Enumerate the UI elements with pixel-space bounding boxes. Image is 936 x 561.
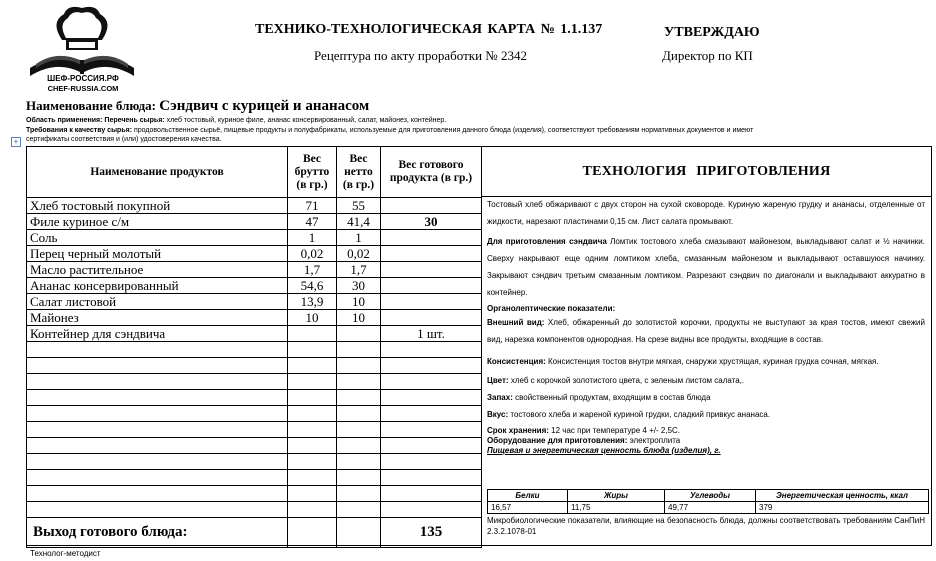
ingredient-gross <box>288 454 337 470</box>
area-label: Область применения: <box>26 117 103 124</box>
ingredient-net <box>337 390 381 406</box>
quality-text-1: продовольственное сырьё, пищевые продукты и полуфабрикаты, используемые для приготовления данного блюда (изделия), соответствуют требованиям нормативных документов и имеют <box>132 127 754 134</box>
taste-paragraph <box>487 406 925 423</box>
ingredient-ready <box>381 278 482 294</box>
dish-line <box>26 97 369 115</box>
ingredient-ready <box>381 454 482 470</box>
ingredient-ready <box>381 374 482 390</box>
smell-text: свойственный продуктам, входящим в состав блюда <box>512 393 711 402</box>
recipe-reference: Рецептура по акту проработки № 2342 <box>314 48 527 63</box>
appearance-text: Хлеб, обжаренный до золотистой корочки, продукты не выступают за края тостов, имеют свежий вид, нарезка компонентов однородная. На срезе видны все продукты, входящие в состав. <box>487 318 925 344</box>
ingredient-gross <box>288 422 337 438</box>
ingredient-gross <box>288 390 337 406</box>
quality-label: Требования к качеству сырья: <box>26 127 133 134</box>
ingredient-net: 0,02 <box>337 246 381 262</box>
ingredient-gross <box>288 438 337 454</box>
ingredient-ready <box>381 406 482 422</box>
ingredient-name: Филе куриное с/м <box>27 214 288 230</box>
nutrition-header-energy: Энергетическая ценность, ккал <box>756 490 929 502</box>
ingredient-gross: 54,6 <box>288 278 337 294</box>
quality-requirements <box>26 127 753 135</box>
ingredient-name: Салат листовой <box>27 294 288 310</box>
nutrition-values-row <box>488 502 929 514</box>
nutrition-header-fat: Жиры <box>568 490 665 502</box>
ingredient-net <box>337 406 381 422</box>
output-net-cell <box>337 518 381 548</box>
table-move-handle-icon[interactable]: + <box>11 137 21 147</box>
ingredient-name <box>27 502 288 518</box>
ingredient-net: 30 <box>337 278 381 294</box>
nutrition-value-fat: 11,75 <box>568 502 665 514</box>
smell-label: Запах: <box>487 393 513 402</box>
technology-text <box>487 196 925 456</box>
ingredient-ready <box>381 358 482 374</box>
ingredient-row <box>27 310 482 326</box>
ingredient-ready: 30 <box>381 214 482 230</box>
header-net-weight: Вес нетто (в гр.) <box>337 147 381 198</box>
ingredient-row <box>27 278 482 294</box>
output-value: 135 <box>381 518 482 548</box>
ingredient-net: 10 <box>337 310 381 326</box>
ingredient-name <box>27 342 288 358</box>
nutrition-header-carbs: Углеводы <box>665 490 756 502</box>
storage-text: 12 час при температуре 4 +/- 2,5С. <box>548 426 680 435</box>
color-paragraph <box>487 372 925 389</box>
appearance-label: Внешний вид: <box>487 318 545 327</box>
document-title: ТЕХНИКО-ТЕХНОЛОГИЧЕСКАЯ КАРТА № 1.1.137 <box>255 22 603 37</box>
equipment-text: электроплита <box>627 436 681 445</box>
ingredient-name <box>27 406 288 422</box>
ingredient-name: Соль <box>27 230 288 246</box>
ingredient-ready <box>381 486 482 502</box>
dish-label: Наименование блюда: <box>26 98 160 113</box>
ingredient-ready <box>381 422 482 438</box>
ingredient-net: 41,4 <box>337 214 381 230</box>
dish-name: Сэндвич с курицей и ананасом <box>159 98 370 114</box>
ingredient-net: 55 <box>337 198 381 214</box>
header-ready-weight: Вес готового продукта (в гр.) <box>381 147 482 198</box>
ingredient-net: 1 <box>337 230 381 246</box>
ingredient-gross <box>288 326 337 342</box>
logo-text-ru: ШЕФ-РОССИЯ.РФ <box>47 74 119 83</box>
ingredient-name <box>27 422 288 438</box>
ingredient-name <box>27 486 288 502</box>
ingredient-ready <box>381 230 482 246</box>
ingredient-net <box>337 342 381 358</box>
ingredients-header-row <box>27 147 482 198</box>
ingredient-name: Майонез <box>27 310 288 326</box>
application-area <box>26 117 446 125</box>
equipment-paragraph <box>487 436 925 446</box>
ingredient-net <box>337 438 381 454</box>
ingredient-net: 1,7 <box>337 262 381 278</box>
nutrition-table <box>487 489 929 514</box>
empty-row <box>27 422 482 438</box>
ingredient-net <box>337 358 381 374</box>
header-gross-weight: Вес брутто (в гр.) <box>288 147 337 198</box>
empty-row <box>27 438 482 454</box>
nutrition-title: Пищевая и энергетическая ценность блюда (изделия), г. <box>487 446 721 455</box>
technology-main: Тостовый хлеб обжаривают с двух сторон на сухой сковороде. Куриную жареную грудку и ананасы, отделенные от жидкости, нарезают пластинами 0,15 см. Лист салата промывают. <box>487 200 925 226</box>
ingredient-name <box>27 374 288 390</box>
assembly-paragraph <box>487 233 925 301</box>
ingredient-name: Хлеб тостовый покупной <box>27 198 288 214</box>
ingredient-row <box>27 198 482 214</box>
nutrition-header-row <box>488 490 929 502</box>
empty-row <box>27 358 482 374</box>
consistency-label: Консистенция: <box>487 357 546 366</box>
ingredient-gross <box>288 342 337 358</box>
microbiological-note: Микробиологические показатели, влияющие на безопасность блюда, должны соответствовать требованиям СанПиН 2.3.2.1078-01 <box>487 516 925 536</box>
color-label: Цвет: <box>487 376 509 385</box>
color-text: хлеб с корочкой золотистого цвета, с зеленым листом салата,. <box>508 376 745 385</box>
ingredient-name: Масло растительное <box>27 262 288 278</box>
ingredient-name: Ананас консервированный <box>27 278 288 294</box>
taste-text: тостового хлеба и жареной куриной грудки, сладкий привкус ананаса. <box>508 410 771 419</box>
ingredient-row <box>27 214 482 230</box>
ingredient-net <box>337 374 381 390</box>
ingredient-ready <box>381 198 482 214</box>
empty-row <box>27 374 482 390</box>
empty-row <box>27 342 482 358</box>
director-label: Директор по КП <box>662 48 753 63</box>
output-label: Выход готового блюда: <box>27 518 288 548</box>
ingredient-gross: 1,7 <box>288 262 337 278</box>
ingredient-gross: 10 <box>288 310 337 326</box>
ingredient-row <box>27 294 482 310</box>
assembly-text: Ломтик тостового хлеба смазывают майонезом, выкладывают салат и ½ начинки. Сверху накрывают еще одним ломтиком хлеба, смазанным майонезом и выкладывают оставшуюся начинку. Закрывают сэндвич третьим смазанным ломтиком. Разрезают сэндвич по диагонали и выкладывают аккуратно в контейнер. <box>487 237 925 297</box>
ingredient-name <box>27 358 288 374</box>
smell-paragraph <box>487 389 925 406</box>
ingredient-net <box>337 326 381 342</box>
nutrition-value-protein: 16,57 <box>488 502 568 514</box>
ingredient-net <box>337 422 381 438</box>
taste-label: Вкус: <box>487 410 509 419</box>
ingredients-table <box>26 146 482 548</box>
ingredient-gross: 47 <box>288 214 337 230</box>
ingredient-net <box>337 454 381 470</box>
equipment-label: Оборудование для приготовления: <box>487 436 628 445</box>
ingredient-ready: 1 шт. <box>381 326 482 342</box>
raw-materials-text: хлеб тостовый, куриное филе, ананас консервированный, салат, майонез, контейнер. <box>164 117 447 124</box>
ingredient-gross: 1 <box>288 230 337 246</box>
ingredient-ready <box>381 342 482 358</box>
ingredient-name: Перец черный молотый <box>27 246 288 262</box>
empty-row <box>27 390 482 406</box>
approve-label: УТВЕРЖДАЮ <box>664 25 760 40</box>
ingredient-gross <box>288 358 337 374</box>
appearance-paragraph <box>487 314 925 348</box>
ingredient-name: Контейнер для сэндвича <box>27 326 288 342</box>
ingredient-gross <box>288 374 337 390</box>
technology-title: ТЕХНОЛОГИЯ ПРИГОТОВЛЕНИЯ <box>481 146 932 197</box>
ingredient-gross <box>288 486 337 502</box>
ingredient-gross: 0,02 <box>288 246 337 262</box>
technologist-label: Технолог-методист <box>30 549 101 558</box>
empty-row <box>27 486 482 502</box>
ingredient-net <box>337 502 381 518</box>
ingredient-gross <box>288 470 337 486</box>
consistency-paragraph <box>487 353 925 370</box>
ingredient-name <box>27 454 288 470</box>
storage-label: Срок хранения: <box>487 426 549 435</box>
header-product-name: Наименование продуктов <box>27 147 288 198</box>
ingredient-ready <box>381 470 482 486</box>
ingredient-net: 10 <box>337 294 381 310</box>
assembly-label: Для приготовления сэндвича <box>487 237 607 246</box>
output-row <box>27 518 482 548</box>
ingredient-name <box>27 470 288 486</box>
empty-row <box>27 454 482 470</box>
ingredient-row <box>27 262 482 278</box>
empty-row <box>27 406 482 422</box>
organoleptic-label: Органолептические показатели: <box>487 304 616 313</box>
empty-row <box>27 502 482 518</box>
ingredient-gross <box>288 502 337 518</box>
empty-row <box>27 470 482 486</box>
ingredient-row <box>27 246 482 262</box>
output-gross-cell <box>288 518 337 548</box>
consistency-text: Консистенция тостов внутри мягкая, снаружи хрустящая, куриная грудка сочная, мягкая. <box>545 357 879 366</box>
ingredient-ready <box>381 310 482 326</box>
ingredient-net <box>337 470 381 486</box>
nutrition-value-energy: 379 <box>756 502 929 514</box>
ingredient-net <box>337 486 381 502</box>
ingredient-name <box>27 390 288 406</box>
ingredient-gross: 71 <box>288 198 337 214</box>
logo-text-com: CHEF-RUSSIA.COM <box>47 84 119 93</box>
ingredient-ready <box>381 294 482 310</box>
ingredient-ready <box>381 262 482 278</box>
ingredient-name <box>27 438 288 454</box>
quality-text-2: сертификаты соответствия и (или) удостоверения качества. <box>26 136 222 143</box>
ingredient-gross <box>288 406 337 422</box>
ingredient-ready <box>381 502 482 518</box>
storage-paragraph <box>487 426 925 436</box>
raw-materials-label: Перечень сырья: <box>104 117 165 124</box>
ingredient-ready <box>381 390 482 406</box>
nutrition-value-carbs: 49,77 <box>665 502 756 514</box>
ingredient-row <box>27 230 482 246</box>
ingredient-ready <box>381 246 482 262</box>
ingredient-gross: 13,9 <box>288 294 337 310</box>
ingredient-row <box>27 326 482 342</box>
ingredient-ready <box>381 438 482 454</box>
nutrition-header-protein: Белки <box>488 490 568 502</box>
